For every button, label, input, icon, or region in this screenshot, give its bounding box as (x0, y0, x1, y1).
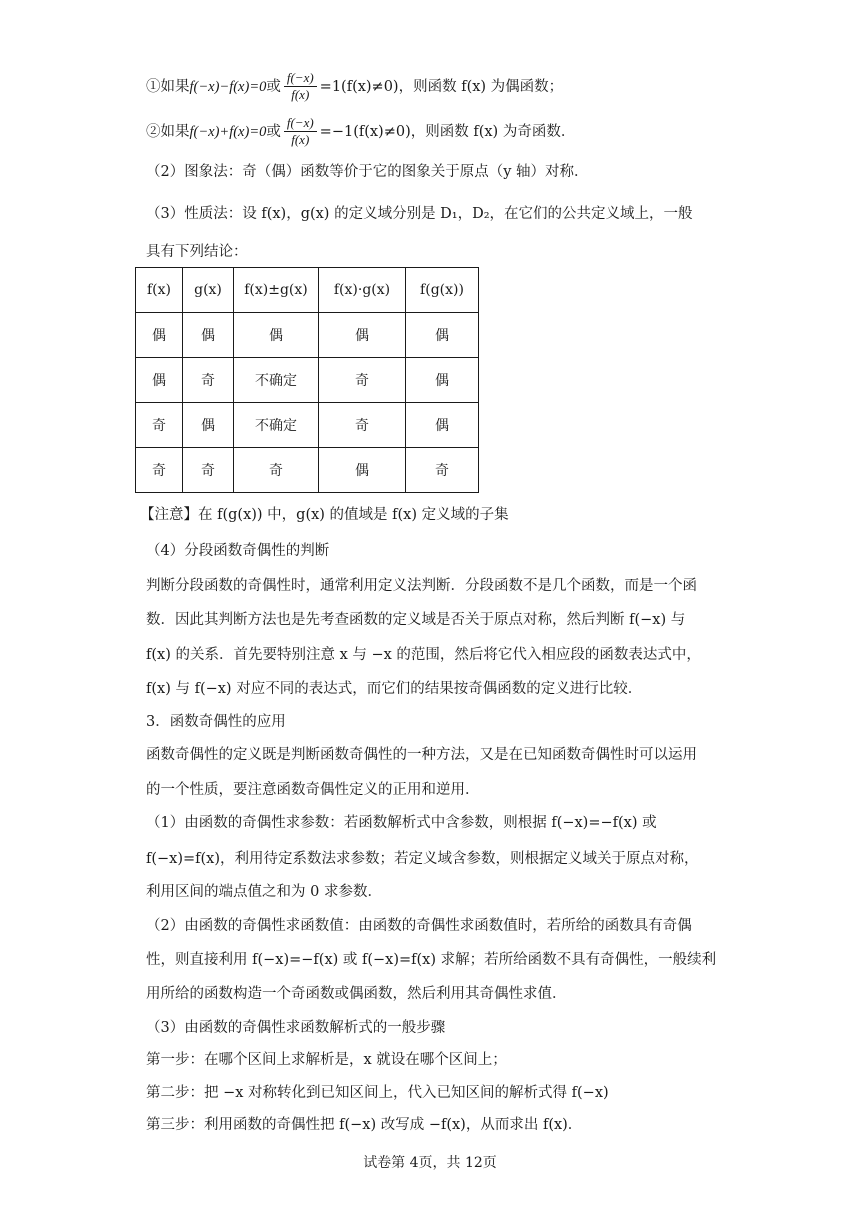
table-cell: 偶 (319, 313, 406, 358)
table-cell: 不确定 (234, 358, 319, 403)
fraction-denominator: f(x) (291, 87, 310, 102)
section-3-title: 3．函数奇偶性的应用 (146, 714, 286, 730)
property-method-line-1: （3）性质法：设 f(x)，g(x) 的定义域分别是 D₁，D₂，在它们的公共定义域上，一般 (146, 206, 693, 222)
table-row (136, 403, 479, 448)
fraction-denominator: f(x) (291, 132, 310, 147)
piecewise-line-2: 数．因此其判断方法也是先考查函数的定义域是否关于原点对称，然后判断 f(−x) 与 (146, 612, 686, 628)
application-1-line-1: （1）由函数的奇偶性求参数：若函数解析式中含参数，则根据 f(−x)=−f(x) 或 (146, 815, 657, 831)
application-2-line-2: 性，则直接利用 f(−x)=−f(x) 或 f(−x)=f(x) 求解；若所给函数不具有奇偶性，一般续利 (146, 952, 717, 968)
table-cell: 奇 (234, 448, 319, 493)
table-cell: 奇 (136, 448, 183, 493)
condition-1-or: 或 (266, 78, 281, 95)
condition-1-prefix: ①如果 (146, 78, 190, 95)
condition-2-or: 或 (266, 123, 281, 140)
application-2-line-3: 用所给的函数构造一个奇函数或偶函数，然后利用其奇偶性求值． (146, 986, 567, 1002)
table-header-row (136, 268, 479, 313)
table-cell: 奇 (183, 448, 234, 493)
section-3-line-2: 的一个性质，要注意函数奇偶性定义的正用和逆用． (146, 782, 480, 798)
piecewise-line-1: 判断分段函数的奇偶性时，通常利用定义法判断．分段函数不是几个函数，而是一个函 (146, 578, 697, 594)
table-cell: 偶 (136, 358, 183, 403)
header-product: f(x)·g(x) (319, 268, 406, 313)
parity-rules-table (135, 267, 479, 493)
fraction-numerator: f(−x) (284, 70, 317, 87)
condition-1-fraction (284, 70, 317, 103)
piecewise-title: （4）分段函数奇偶性的判断 (146, 543, 330, 559)
table-cell: 不确定 (234, 403, 319, 448)
page-footer: 试卷第 4页，共 12页 (363, 1155, 497, 1171)
table-cell: 奇 (319, 358, 406, 403)
table-cell: 偶 (406, 358, 479, 403)
table-row (136, 313, 479, 358)
note-composite-domain: 【注意】在 f(g(x)) 中，g(x) 的值域是 f(x) 定义域的子集 (140, 507, 509, 523)
table-cell: 奇 (183, 358, 234, 403)
table-row (136, 358, 479, 403)
piecewise-line-3: f(x) 的关系．首先要特别注意 x 与 −x 的范围，然后将它代入相应段的函数表达式中， (146, 647, 701, 663)
condition-1-expression: f(−x)−f(x)=0 (189, 78, 267, 95)
table-cell: 偶 (183, 403, 234, 448)
step-2: 第二步：把 −x 对称转化到已知区间上，代入已知区间的解析式得 f(−x) (146, 1085, 609, 1101)
step-1: 第一步：在哪个区间上求解析是，x 就设在哪个区间上； (146, 1052, 507, 1068)
property-method-line-2: 具有下列结论： (146, 244, 248, 260)
condition-2-prefix: ②如果 (146, 123, 190, 140)
condition-2-expression: f(−x)+f(x)=0 (189, 123, 267, 140)
table-row (136, 448, 479, 493)
application-1-line-2: f(−x)=f(x)，利用待定系数法求参数；若定义域含参数，则根据定义域关于原点对称， (146, 851, 699, 867)
table-cell: 奇 (319, 403, 406, 448)
table-cell: 奇 (136, 403, 183, 448)
condition-2-result: =−1(f(x)≠0)，则函数 f(x) 为奇函数． (319, 123, 576, 140)
step-3: 第三步：利用函数的奇偶性把 f(−x) 改写成 −f(x)，从而求出 f(x)． (146, 1117, 583, 1133)
table-cell: 奇 (406, 448, 479, 493)
piecewise-line-4: f(x) 与 f(−x) 对应不同的表达式，而它们的结果按奇偶函数的定义进行比较． (146, 681, 643, 697)
header-sum: f(x)±g(x) (234, 268, 319, 313)
header-composite: f(g(x)) (406, 268, 479, 313)
fraction-numerator: f(−x) (284, 115, 317, 132)
section-3-line-1: 函数奇偶性的定义既是判断函数奇偶性的一种方法，又是在已知函数奇偶性时可以运用 (146, 747, 697, 763)
table-cell: 偶 (183, 313, 234, 358)
application-3-title: （3）由函数的奇偶性求函数解析式的一般步骤 (146, 1020, 446, 1036)
header-gx: g(x) (183, 268, 234, 313)
header-fx: f(x) (136, 268, 183, 313)
table-cell: 偶 (406, 313, 479, 358)
application-1-line-3: 利用区间的端点值之和为 0 求参数． (146, 884, 382, 900)
odd-even-condition-2 (146, 115, 575, 148)
table-cell: 偶 (319, 448, 406, 493)
odd-even-condition-1 (146, 70, 563, 103)
application-2-line-1: （2）由函数的奇偶性求函数值：由函数的奇偶性求函数值时，若所给的函数具有奇偶 (146, 918, 692, 934)
table-cell: 偶 (136, 313, 183, 358)
table-cell: 偶 (234, 313, 319, 358)
table-cell: 偶 (406, 403, 479, 448)
graph-method: （2）图象法：奇（偶）函数等价于它的图象关于原点（y 轴）对称． (146, 164, 589, 180)
condition-1-result: =1(f(x)≠0)，则函数 f(x) 为偶函数； (319, 78, 564, 95)
condition-2-fraction (284, 115, 317, 148)
